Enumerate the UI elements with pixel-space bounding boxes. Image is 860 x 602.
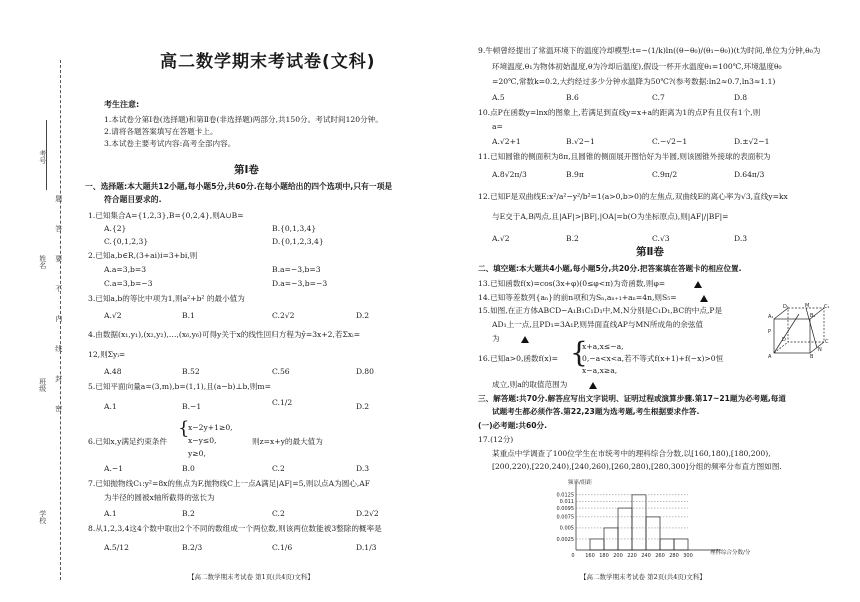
option: C.2√2 — [272, 311, 295, 320]
y-tick-label: 0.005 — [559, 525, 574, 532]
histogram-bar — [618, 508, 632, 550]
seal-char: 题 — [54, 195, 63, 202]
option: C.{0,1,2,3} — [104, 237, 149, 246]
cube-label: C — [825, 339, 829, 345]
x-tick-label: 160 — [585, 553, 595, 559]
question-stem: 13.已知函数f(x)=cos(3x+φ)(0≤φ<π)为奇函数,则φ= — [478, 279, 728, 288]
option: A.1 — [104, 509, 117, 518]
histogram-bar — [632, 495, 646, 550]
seal-dashed-line — [60, 60, 61, 580]
option: A.5 — [492, 93, 505, 102]
histogram-bar — [674, 539, 688, 550]
section-intro: 试题考生都必须作答.第22,23题为选考题,考生根据要求作答. — [492, 407, 700, 416]
cube-label: C₁ — [824, 304, 830, 310]
class-label: 班级 — [38, 378, 47, 392]
question-stem: 8.从1,2,3,4这4个数中取出2个不同的数组成一个两位数,则该两位数能被3整除的概率是 — [88, 524, 382, 533]
option: C.√3 — [652, 234, 670, 243]
option: B.2/3 — [182, 543, 203, 552]
histogram-bar — [646, 517, 660, 550]
question-stem: 4.由数据(x₁,y₁),(x₂,y₂),…,(x₆,y₆)可得y关于x的线性回归方程为ŷ=3x+2,若Σxᵢ= — [88, 330, 361, 339]
frequency-histogram — [540, 476, 770, 564]
brace: { — [178, 418, 190, 439]
option: D.3 — [356, 464, 370, 473]
option: C.2 — [272, 464, 285, 473]
x-axis-label: 理科综合分数/分 — [710, 550, 751, 556]
question-stem: 3.已知a,b的等比中项为1,则a²+b² 的最小值为 — [88, 294, 245, 303]
option: D.1/3 — [356, 543, 377, 552]
option: B.−1 — [182, 402, 202, 411]
y-axis-label: 频率/组距 — [568, 480, 592, 486]
histogram-bar — [590, 539, 604, 550]
option: B.6 — [566, 93, 579, 102]
note-line: 1.本试卷分第Ⅰ卷(选择题)和第Ⅱ卷(非选择题)两部分,共150分。考试时间120分钟。 — [104, 115, 383, 124]
school-label: 学校 — [38, 510, 47, 524]
question-stem: 12,则Σyᵢ= — [88, 350, 126, 359]
option: C.9π/2 — [652, 170, 678, 179]
option: B.0 — [182, 464, 195, 473]
note-line: 3.本试卷主要考试内容:高考全部内容。 — [104, 139, 236, 148]
option: A.√2 — [492, 234, 510, 243]
option: A.5/12 — [104, 543, 129, 552]
cube-label: B₁ — [810, 313, 816, 319]
option: D.8 — [734, 93, 748, 102]
brace: { — [570, 336, 588, 369]
option: D.64π/3 — [734, 170, 765, 179]
option: B.1 — [182, 311, 195, 320]
question-stem: 9.牛顿曾经提出了常温环境下的温度冷却模型:t=−(1/k)ln((θ−θ₀)/(θ₁−θ₀))(t为时间,单位为分钟,θ₀为 — [478, 46, 821, 55]
option: D.±√2−1 — [734, 137, 770, 146]
piecewise-line: x−a,x≥a, — [582, 366, 618, 375]
option: C.7 — [652, 93, 665, 102]
option: C.2 — [272, 509, 285, 518]
question-stem: 某重点中学调查了100位学生在市统考中的理科综合分数,以[160,180),[180,200), — [492, 449, 771, 458]
constraint: y≥0, — [188, 449, 206, 458]
option: A.−1 — [104, 464, 124, 473]
question-stem: 10.点P在函数y=lnx的图象上,若满足到直线y=x+a的距离为1的点P有且仅有1个,则 — [478, 108, 761, 117]
notes-title: 考生注意: — [104, 100, 140, 109]
cube-label: A — [768, 354, 772, 359]
option: B.a=−3,b=3 — [272, 265, 321, 274]
option: D.80 — [356, 367, 374, 376]
part1-heading: 第Ⅰ卷 — [234, 164, 259, 176]
option: C.1/2 — [272, 398, 293, 407]
question-stem: 2.已知a,b∈R,(3+ai)i=3+bi,则 — [88, 251, 198, 260]
option: A.√2+1 — [492, 137, 521, 146]
constraint: x−2y+1≥0, — [188, 423, 233, 432]
piecewise-line: x+a,x≤−a, — [582, 342, 624, 351]
question-stem: 则z=x+y的最大值为 — [252, 437, 323, 446]
answer-blank-mark — [521, 336, 529, 343]
option: D.2 — [356, 402, 370, 411]
footer-left: 【高二数学期末考试卷 第1页(共4页)文科】 — [188, 573, 314, 581]
question-stem: 11.已知圆锥的侧面积为8π,且圆锥的侧面展开图恰好为半圆,则该圆锥外接球的表面积为 — [478, 152, 771, 161]
x-tick-label: 280 — [669, 553, 679, 559]
x-tick-label: 200 — [613, 553, 623, 559]
option: C.56 — [272, 367, 290, 376]
question-stem: 14.已知等差数列{aₙ}的前n项和为Sₙ,aₙ₊₁+aₙ=4n,则S₅= — [478, 293, 729, 302]
cube-label: M — [805, 303, 810, 309]
option: D.2 — [356, 311, 370, 320]
part2-heading: 第Ⅱ卷 — [636, 246, 664, 258]
cube-figure — [768, 303, 832, 359]
option: D.a=−3,b=−3 — [272, 279, 328, 288]
option: A.1 — [104, 402, 117, 411]
question-stem: 为半径的圆被x轴所截得的弦长为 — [104, 493, 215, 502]
x-tick-label: 0 — [571, 553, 575, 559]
option: B.2 — [566, 234, 579, 243]
binding-margin — [0, 0, 64, 602]
answer-blank-mark — [694, 281, 702, 288]
x-tick-label: 180 — [599, 553, 609, 559]
option: C.−√2−1 — [652, 137, 688, 146]
y-tick-label: 0.0125 — [556, 492, 574, 499]
option: B.2 — [182, 509, 195, 518]
footer-right: 【高二数学期末考试卷 第2页(共4页)文科】 — [580, 573, 706, 581]
x-tick-label: 240 — [641, 553, 651, 559]
option: D.3 — [734, 234, 748, 243]
cube-label: P — [768, 329, 772, 335]
option: A.a=3,b=3 — [104, 265, 147, 274]
x-tick-label: 260 — [655, 553, 665, 559]
seal-char: 答 — [54, 225, 63, 232]
question-stem: =20℃,常数k=0.2,大约经过多少分钟水温降为50℃?(参考数据:ln2≈0.7,ln3≈1.1) — [492, 77, 776, 86]
y-tick-label: 0.0025 — [556, 536, 574, 543]
cube-label: D₁ — [783, 304, 789, 310]
constraint: x−y≤0, — [188, 436, 217, 445]
cube-label: N — [818, 347, 822, 353]
section-intro: 一、选择题:本大题共12小题,每小题5分,共60分.在每小题给出的四个选项中,只有一项是 — [85, 182, 393, 191]
question-stem: 15.如图,在正方体ABCD−A₁B₁C₁D₁中,M,N分别是C₁D₁,BC的中点,P是 — [478, 306, 723, 315]
question-stem: 1.已知集合A={1,2,3},B={0,2,4},则A∪B= — [88, 211, 244, 220]
piecewise-line: 0,−a<x<a,若不等式f(x+1)+f(−x)>0恒 — [582, 354, 724, 363]
option: D.2√2 — [356, 509, 379, 518]
question-stem: 16.已知a>0,函数f(x)= — [478, 354, 558, 363]
question-stem: 成立,则a的取值范围为 — [492, 380, 616, 389]
cube-label: A₁ — [768, 314, 774, 320]
x-tick-label: 300 — [683, 553, 693, 559]
x-tick-label: 220 — [627, 553, 637, 559]
section-intro: 二、填空题:本大题共4小题,每小题5分,共20分.把答案填在答题卡的相应位置. — [478, 264, 742, 273]
y-tick-label: 0.011 — [559, 499, 574, 506]
option: B.9π — [566, 170, 584, 179]
seal-char: 密 — [54, 405, 63, 412]
histogram-bar — [660, 539, 674, 550]
option: A.√2 — [104, 311, 122, 320]
y-tick-label: 0.0095 — [556, 505, 574, 512]
seal-char: 内 — [54, 315, 63, 322]
question-stem: 17.(12分) — [478, 435, 514, 444]
seal-char: 要 — [54, 255, 63, 262]
option: A.{2} — [104, 224, 127, 233]
y-tick-label: 0.0075 — [556, 514, 574, 521]
seal-char: 不 — [54, 285, 63, 292]
cube-label: D — [782, 337, 786, 343]
exam-no-label: 考号 — [38, 150, 47, 164]
question-stem: a= — [492, 122, 503, 131]
section-intro: 符合题目要求的. — [104, 195, 162, 204]
option: B.√2−1 — [566, 137, 595, 146]
answer-blank-mark — [589, 382, 597, 389]
page-title: 高二数学期末考试卷(文科) — [160, 52, 376, 72]
option: C.1/6 — [272, 543, 293, 552]
option: B.52 — [182, 367, 200, 376]
question-stem: 7.已知抛物线C₁:y²=8x的焦点为F,抛物线C上一点A满足|AF|=5,则以点A为圆心,AF — [88, 479, 371, 488]
subsection: (一)必考题:共60分. — [478, 421, 547, 430]
option: C.a=3,b=−3 — [104, 279, 153, 288]
option: D.{0,1,2,3,4} — [272, 237, 324, 246]
question-stem: 环境温度,θ₁为物体初始温度,θ为冷却后温度),假设一杯开水温度θ₁=100℃,环境温度θ₀ — [492, 62, 782, 71]
seal-char: 封 — [54, 375, 63, 382]
question-stem: [200,220),[220,240),[240,260),[260,280),[280,300]分组的频率分布直方图如图. — [492, 462, 782, 471]
question-stem: 12.已知F是双曲线E:x²/a²−y²/b²=1(a>0,b>0)的左焦点,双曲线E的离心率为√3,直线y=kx — [478, 192, 788, 201]
question-stem: 为 — [492, 334, 548, 343]
section-intro: 三、解答题:共70分.解答应写出文字说明、证明过程或演算步骤.第17~21题为必考题,每道 — [478, 394, 786, 403]
answer-blank-mark — [700, 295, 708, 302]
question-stem: AD₁上一点,且PD₁=3A₁P,则异面直线AP与MN所成角的余弦值 — [492, 320, 704, 329]
option: A.48 — [104, 367, 122, 376]
question-stem: 5.已知平面向量a=(3,m),b=(1,1),且(a−b)⊥b,则m= — [88, 382, 271, 391]
option: B.{0,1,3,4} — [272, 224, 317, 233]
cube-label: B — [810, 354, 814, 359]
name-label: 姓名 — [38, 255, 47, 269]
option: A.8√2π/3 — [492, 170, 527, 179]
seal-char: 线 — [54, 345, 63, 352]
question-stem: 与E交于A,B两点,且|AF|>|BF|,|OA|=b(O为坐标原点),则|AF|/|BF|= — [492, 212, 729, 221]
question-stem: 6.已知x,y满足约束条件 — [88, 437, 167, 446]
note-line: 2.请将各题答案填写在答题卡上。 — [104, 127, 218, 136]
